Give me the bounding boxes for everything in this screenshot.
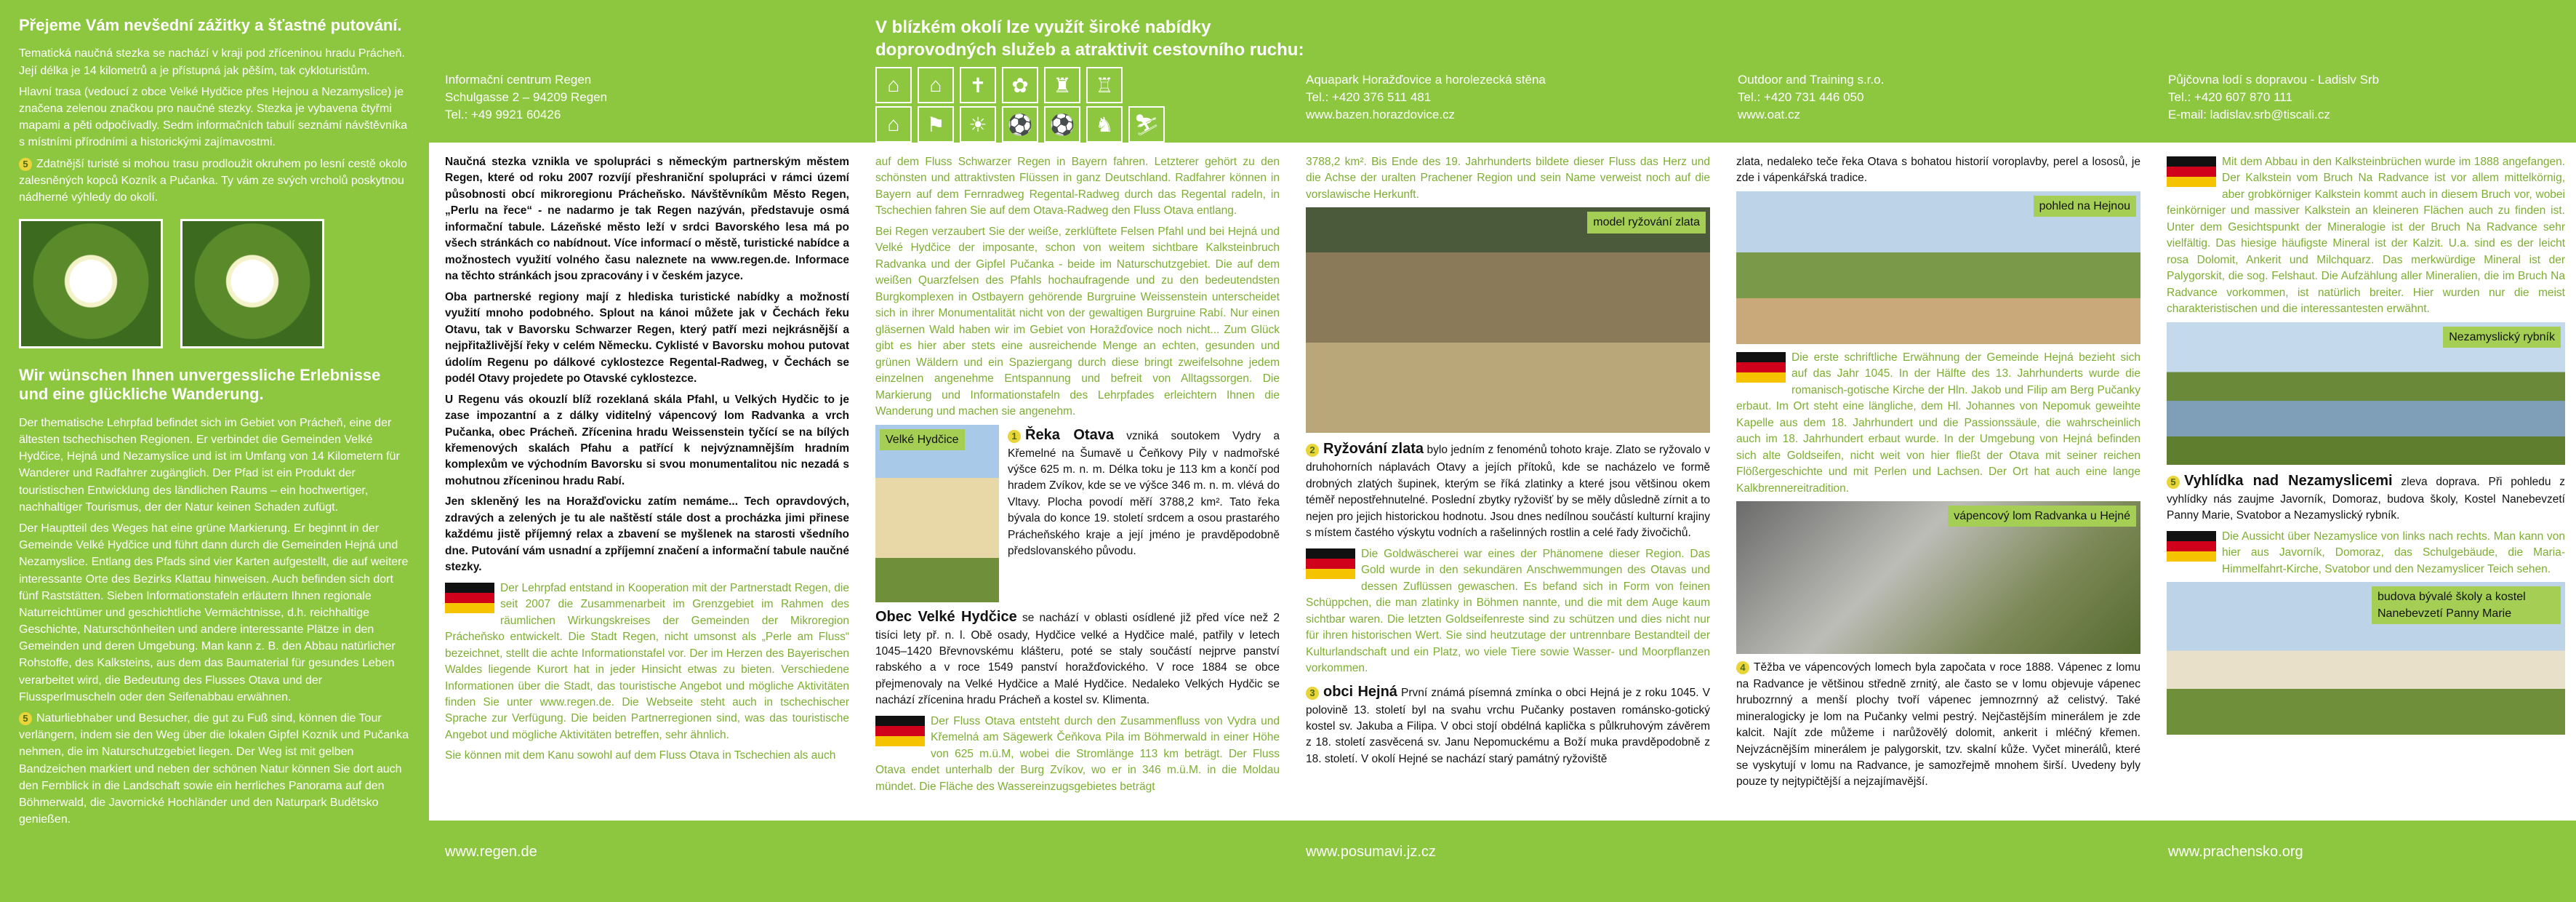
text-column-5 [2167,154,2565,813]
col5-view [2167,471,2565,524]
info-aquapark [1306,71,1546,123]
number-badge: 5 [19,712,32,725]
service-icon: ☀ [960,106,996,143]
service-icon: ⌂ [918,67,954,103]
number-badge: 5 [19,158,32,171]
german-flag-icon [2167,531,2216,562]
info-aquapark-phone: Tel.: +420 376 511 481 [1306,89,1432,104]
left-intro-panel [0,0,429,902]
intro-text-de-2: Der Hauptteil des Weges hat eine grüne Markierung. Er beginnt in der Gemeinde Velké Hydčice und führt dann durch die Gemeinden Hejná und Nezamyslice. Entlang des Pfads sind vier Karten aufgestellt, die auf weitere interessante Orte des Bezirks Klattau hinweisen. Auch befinden sich dort fünf Raststätten. Sieben Informationstafeln erläutern Ihnen regionale Naturreichtümer und geschichtliche Vermächtnisse, d.h. reichhaltige Geschichte, Naturschönheiten und andere interessante Plätze in den Gemeinden und deren Umgebung. Man kann z. B. den Abbau natürlicher Rohstoffe, des Kalksteins, aus dem das Baumaterial für gesundes Leben verarbeitet wird, die Bedeutung des Flusses Otava und der Flussperlmuscheln oder den Seifenabbau erwähnen. [19,522,409,703]
col1-cz-3-text: U Regenu vás okouzlí blíž rozeklaná skála Pfahl, u Velkých Hydčic to je zase impozantní a z dálky viditelný vápencový lom Radvanka a vrch Pučanka, obec Prácheň. Zřícenina hradu Weissenstein tyčící se na bílých křemenových skalách Pfahu a patřící k nejvýznamnějším hradním komplexům ve východním Bavorsku si svou monumentalitou nic nezadá s mohutnou zříceninou hradu Rabí. [445,393,849,487]
url-prachensko[interactable]: www.prachensko.org [2168,844,2303,860]
col1-cz-1-text: Naučná stezka vznikla ve spolupráci s německým partnerským městem Regen, které od roku 2007 rozvíjí přeshraniční spolupráci v rámci území působnosti obcí mikroregionu Prácheňsko. Návštěvníkům Město Regen, „Perlu na řece“ - ne nadarmo je tak Regen nazýván, představuje osmá informační tabule. Lázeňské město leží v srdci Bavorského lesa má po všech stránkách co nabídnout. Více informací o městě, turistické nabídce a možnostech využití volného času naleznete na www.regen.de. Informace na těchto stránkách jsou zpracovány i v českém jazyce. [445,156,849,283]
info-boats-phone: Tel.: +420 607 870 111 [2168,89,2292,104]
col1-cz-4 [445,494,849,575]
col2-otava [1008,425,1280,598]
info-outdoor-phone: Tel.: +420 731 446 050 [1738,89,1864,104]
photo-caption: pohled na Hejnou [2034,196,2136,217]
intro-text-de-1: Der thematische Lehrpfad befindet sich im Gebiet von Prácheň, eine der ältesten tschechischen Regionen. Er verbindet die Gemeinden Velké Hydčice, Hejná und Nezamyslice und ist im Umfang von 14 Kilometern für Wanderer und Radfahrer zugänglich. Der Pfad ist ein Produkt der touristischen Entwicklung des ländlichen Raums – ein hochwertiger, nachhaltiger Tourismus, der der Natur keinen Schaden zufügt. [19,416,400,514]
service-icon: ⚽ [1002,106,1038,143]
col1-de-2: Sie können mit dem Kanu sowohl auf dem Fluss Otava in Tschechien als auch [445,749,836,762]
col5-de-2 [2167,529,2565,578]
info-regen-address: Schulgasse 2 – 94209 Regen [445,89,608,104]
photo-velke-hydcice [875,425,999,602]
col5-de-1-text: Mit dem Abbau in den Kalksteinbrüchen wurde im 1888 angefangen. Der Kalkstein vom Bruch Na Radvance ist vor allem mittelkörnig, aber grobkörniger Kalkstein kommt auch in diesem Bruch vor, wobei feinkörniger und massiver Kalkstein an kleineren Flächen auch zu finden ist. Unter dem Gesichtspunkt der Mineralogie ist der Bruch Na Radvance sehr vielfältig. Das hiesige häufigste Mineral ist der Kalzit. U.a. sind es der leicht rosa Dolomit, Ankerit und Milchquarz. Das merkwürdige Mineral ist der Palygorskit, die sog. Felshaut. Die Aufzählung aller Mineralien, die im Bruch Na Radvance vorkommen, ist natürlich breiter. Hier wurden nur die meist charakteristischen und die interessantesten erwähnt. [2167,156,2565,316]
col3-gold [1306,439,1710,541]
intro-text-de-3-body: Naturliebhaber und Besucher, die gut zu Fuß sind, können die Tour verlängern, indem sie den Weg über die lokalen Gipfel Kozník und Pučanka nehmen, die im Naturschutzgebiet liegen. Der Weg ist mit gelben Bandzeichen markiert und neben der schönen Natur können Sie dort auch den Fernblick in die Landschaft sowie ein herrliches Panorama auf den Böhmerwald, die Javornické Hochländer und den Naturpark Budětsko genießen. [19,712,409,826]
photo-caption: vápencový lom Radvanka u Hejné [1948,506,2136,527]
photo-caption: model ryžování zlata [1587,212,1706,233]
col5-de-2-text: Die Aussicht über Nezamyslice von links nach rechts. Man kann von hier aus Javorník, Domoraz, das Schulgebäude, die Maria-Himmelfahrt-Kirche, Svatobor und den Nezamyslicer Teich sehen. [2222,530,2565,575]
bottom-url-band [429,821,2576,902]
col4-de-1-text: Die erste schriftliche Erwähnung der Gemeinde Hejná bezieht sich auf das Jahr 1045. In der Hälfte des 13. Jahrhunderts wurde die romanisch-gotische Kirche der Hln. Jakob und Filip am Berg Pučanky erbaut. Im Ort steht eine längliche, dem Hl. Johannes von Nepomuk geweihte Kapelle aus dem 18. Jahrhundert und die Passionssäule, die wahrscheinlich auch im 18. Jahrhundert erbaut wurde. In der Umgebung von Hejná befinden sich alte Goldseifen, nicht weit von hier fließt der Otava mit seiner reichen Flößergeschichte und mit Perlen und Lachsen. Der Ort hat auch eine lange Kalkbrennereitradition. [1736,351,2140,495]
number-badge: 3 [1306,687,1319,700]
service-icon: ⛷ [1128,106,1165,143]
intro-text-cz-3-body: Zdatnější turisté si mohou trasu prodloužit okruhem po lesní cestě okolo zalesněných kopců Kozník a Pučanka. Ty vám ze svých vrcholů poskytnou nádherné výhledy do okolí. [19,157,407,204]
gold-heading: Ryžování zlata [1323,441,1424,458]
german-flag-icon [1306,548,1355,579]
info-regen-title: Informační centrum Regen [445,73,592,87]
photo-nezamyslice-pond [2167,322,2565,465]
info-boats [2168,71,2379,123]
intro-heading-cz: Přejeme Vám nevšední zážitky a šťastné putování. [19,16,402,34]
gold-text: bylo jedním z fenoménů tohoto kraje. Zlato se ryžovalo v druhohorních náplavách Otavy a jejích přítoků, kde se nacházelo ve formě drobných zlatých šupinek, kterým se říká zlatinky a které jsou většinou okem téměř nepostřehnutelné. Poslední zbytky ryžovišť by se měly důsledně zírnit a to nejen pro jejich historickou hodnotu. Jsou dnes nedílnou součástí kulturní krajiny s místem častého výskytu vodních a rašelinných rostlin a celé řady živočichů. [1306,444,1710,540]
intro-text-cz-1: Tematická naučná stezka se nachází v kraji pod zříceninou hradu Prácheň. Její délka je 14 kilometrů a je přístupná jak pěším, tak cykloturistům. [19,47,405,77]
col2-de-1: auf dem Fluss Schwarzer Regen in Bayern fahren. Letzterer gehört zu den schönsten und attraktivsten Flüssen in ganz Deutschland. Radfahrer können in Bayern auf dem Fernradweg Regental-Radweg durch das Regental radeln, in Tschechien fahren Sie auf dem Otava-Radweg den Fluss Otava entlang. [875,156,1280,217]
col1-cz-4-text: Jen skleněný les na Horažďovicku zatím nemáme... Tech opravdových, zdravých a zelených je tu ale naštěstí stále dost a procházka jimi přinese každému jistě příjemný relax a zbavení se myšlenek na starosti všedního dne. Putování vám usnadní a zpříjemní značení a informační tabule naučné stezky. [445,495,849,574]
info-outdoor [1738,71,1884,123]
services-title-line2: doprovodných služeb a atraktivit cestovního ruchu: [875,40,1304,60]
photo-school-church [2167,582,2565,735]
photo-caption: budova bývalé školy a kostel Nanebevzetí Panny Marie [2372,586,2561,624]
photo-gold-panning-model [1306,207,1710,433]
col2-de-3 [875,714,1280,795]
col3-hejna [1306,682,1710,768]
quarry-text: Těžba ve vápencových lomech byla započata v roce 1888. Vápenec z lomu na Radvance je většinou středně zrnitý, ale často se v lomu objevuje vápenec hrubozrnný a menší plochy tvoří vápenec jemnozrnný až celistvý. Také mineralogicky je lom na Pučanky velmi pestrý. Nejčastějším minerálem je zde kalcit. Najít zde můžeme i narůžovělý dolomit, ankerit i mléčný křemen. Nejvzácnějším minerálem je palygorskit, tzv. skalní kůže. Vyčet minerálů, které se vyskytují v lomu na Radvance, je samozřejmě mnohem širší. Uvedeny byly pouze ty nejtypičtější a nejzajímavější. [1736,661,2140,789]
col2-de-3-text: Der Fluss Otava entsteht durch den Zusammenfluss von Vydra und Křemelná am Sägewerk Čeňkova Pila im Böhmerwald in einer Höhe von 625 m.ü.M, wobei die Stromlänge 113 km beträgt. Der Fluss Otava endet unterhalb der Burg Zvíkov, wo er in 346 m.ü.M. in die Moldau mündet. Die Fläche des Wassereinzugsgebietes beträgt [875,714,1280,793]
photo-caption: Velké Hydčice [880,429,965,450]
info-outdoor-title: Outdoor and Training s.r.o. [1738,73,1885,87]
url-posumavi[interactable]: www.posumavi.jz.cz [1306,844,1436,860]
info-aquapark-web[interactable]: www.bazen.horazdovice.cz [1306,107,1456,121]
obec-text: se nachází v oblasti osídlené již před více než 2 tisíci lety př. n. l. Obě osady, Hydčice velké a Hydčice malé, patřily v letech 1045–1420 Břevnovskému klášteru, poté se staly součástí nejprve panství rabského a v roce 1549 panství horažďovického. V roce 1884 se obce přejmenovaly na Velké Hydčice a Malé Hydčice. Nedaleko Velkých Hydčic se nachází zřícenina hradu Prácheň a kostel sv. Klimenta. [875,611,1280,707]
col2-de-2: Bei Regen verzaubert Sie der weiße, zerklüftete Felsen Pfahl und bei Hejná und Velké Hydčice der imposante, schon von weitem sichtbare Kalksteinbruch Radvanka und der Gipfel Pučanka - beide im Naturschutzgebiet. Die auf dem weißen Quarzfelsen des Pfahls hochaufragende und zu den bedeutendsten Burgkomplexen in Ostbayern gehörende Burgruine Weissenstein unterscheidet sich in ihrer Monumentalität nicht von der gewaltigen Burgruine Rabí. Nur einen gläsernen Wald haben wir im Gebiet von Horažďovice noch nicht... Zum Glück gibt es hier aber stets eine ausreichende Menge an echten, gesunden und grünen Wäldern und ein Spaziergang durch diese bringt zweifelsohne jedem einzelnen angenehme Entspannung und befreit von Alltagssorgen. Die Markierung und Informationstafeln des Lehrpfades erleichtern Ihnen die Wanderung und machen sie angenehm. [875,225,1280,418]
services-title-line1: V blízkém okolí lze využít široké nabídky [875,17,1211,37]
number-badge: 5 [2167,476,2180,489]
col3-de-1: 3788,2 km². Bis Ende des 19. Jahrhunderts bildete dieser Fluss das Herz und die Achse der uralten Prachener Region und sein Name verweist noch auf die vorslawische Herkunft. [1306,156,1710,201]
photo-caption: Nezamyslický rybník [2443,327,2561,348]
photo-quarry [1736,501,2140,654]
text-column-1 [445,154,849,813]
german-flag-icon [1736,352,1786,383]
otava-heading: Řeka Otava [1025,426,1114,443]
number-badge: 2 [1306,444,1319,457]
service-icon: ⚽ [1044,106,1080,143]
otava-text: vzniká soutokem Vydry a Křemelné na Šumavě u Čeňkovy Pily v nadmořské výšce 625 m. n. m. Délka toku je 113 km a končí pod hradem Zvíkov, kde se ve výšce 346 m. n. m. vlévá do Vltavy. Plocha povodí měří 3788,2 km². Tato řeka bývala do konce 19. století srdcem a osou prastarého Prácheňského kraje a její jméno je pravděpodobně předslovanského původu. [1008,429,1280,558]
photo-hejna-view [1736,191,2140,344]
obec-heading: Obec Velké Hydčice [875,608,1017,625]
service-icon: ⌂ [875,67,912,103]
intro-text-cz-2: Hlavní trasa (vedoucí z obce Velké Hydčice přes Hejnou a Nezamyslice) je značena zelenou značkou pro naučné stezky. Stezka je vybavena čtyřmi mapami a pěti odpočívadly. Sedm informačních tabulí seznámí návštěvníka s místními přírodními a historickými zajímavostmi. [19,85,408,149]
col4-de-1 [1736,350,2140,497]
hejna-heading: obci Hejná [1323,683,1397,700]
info-outdoor-web[interactable]: www.oat.cz [1738,107,1800,121]
german-flag-icon [2167,156,2216,187]
col2-obec [875,607,1280,709]
service-icon: ⌂ [875,106,912,143]
service-icon: ♞ [1086,106,1123,143]
services-title [875,16,1312,61]
service-icon: ✿ [1002,67,1038,103]
service-icon: ✝ [960,67,996,103]
german-flag-icon [445,583,494,613]
info-regen-phone: Tel.: +49 9921 60426 [445,107,561,121]
col5-de-1 [2167,154,2565,318]
flower-photos [19,219,410,348]
services-icon-row-2 [875,106,1165,143]
services-icon-row-1 [875,67,1123,103]
number-badge: 1 [1008,430,1021,443]
service-icon: ♜ [1044,67,1080,103]
intro-text-cz-3 [19,156,410,207]
info-boats-title: Půjčovna lodí s dopravou - Ladislv Srb [2168,73,2380,87]
service-icon: ♖ [1086,67,1123,103]
col4-quarry [1736,660,2140,791]
text-column-4 [1736,154,2140,813]
col1-cz-2-text: Oba partnerské regiony mají z hlediska turistické nabídky a možností využití mnoho podobného. Splout na kánoi můžete jak v Čechách řeku Otavu, tak v Bavorsku Schwarzer Regen, který patří mezi nejkrásnější a nejpřitažlivější řeky v celém Německu. Cyklisté v Bavorsku mohou putovat údolím Regenu po dálkové cyklostezce Regental-Radweg, v Čechách se podél Otavy projedete po Otavské cyklostezce. [445,290,849,386]
col1-cz-1 [445,154,849,285]
text-column-2 [875,154,1280,813]
info-boats-email[interactable]: E-mail: ladislav.srb@tiscali.cz [2168,107,2330,121]
col1-cz-3 [445,392,849,490]
col3-de-2-text: Die Goldwäscherei war eines der Phänomene dieser Region. Das Gold wurde in den sekundären Anschwemmungen des Otavas und dessen Zuflüssen gewaschen. Es befand sich in Form von feinen Schüppchen, die man zlatinky in Böhmen nannte, und die mit dem Auge kaum sichtbar waren. Die letzten Goldseifenreste sind zu schützen und dies nicht nur für ihren historischen Wert. Sie sind heutzutage der untrennbare Bestandteil der Kulturlandschaft und ein Platz, wo viele Tiere sowie Wasser- und Moorpflanzen vorkommen. [1306,547,1710,675]
top-contact-band [429,0,2576,143]
col1-de-1-text: Der Lehrpfad entstand in Kooperation mit der Partnerstadt Regen, die seit 2007 die Zusammenarbeit im Grenzgebiet im Rahmen des räumlichen Wirkungskreises der Gemeinden der Mikroregion Prácheňsko entwickelt. Die Stadt Regen, nicht umsonst als „Perle am Fluss“ bezeichnet, stellt die achte Informationstafel vor. Der im Herzen des Bayerischen Waldes liegende Kurort hat in jeder Hinsicht etwas zu bieten. Verschiedene Informationen über die Stadt, das touristische Angebot und mögliche Aktivitäten finden Sie unter www.regen.de. Die Webseite steht auch in tschechischer Sprache zur Verfügung. Die beiden Partnerregionen sind, was das touristische Angebot und mögliche Aktivitäten betreffen, sehr ähnlich. [445,581,849,741]
text-column-3 [1306,154,1710,813]
info-regen [445,71,607,123]
flower-photo-1 [19,219,163,348]
view-text: zleva doprava. Při pohledu z vyhlídky nás zaujme Javorník, Domoraz, budova školy, Kostel Nanebevzetí Panny Marie, Svatobor a Nezamyslický rybník. [2167,475,2565,522]
info-aquapark-title: Aquapark Horažďovice a horolezecká stěna [1306,73,1546,87]
intro-text-de-3 [19,710,410,828]
col3-de-2 [1306,546,1710,677]
col1-de-1 [445,580,849,744]
german-flag-icon [875,716,925,746]
number-badge: 4 [1736,661,1749,674]
service-icon: ⚑ [918,106,954,143]
col1-cz-2 [445,290,849,388]
url-regen[interactable]: www.regen.de [445,844,537,860]
col4-cz-1: zlata, nedaleko teče řeka Otava s bohatou historií voroplavby, perel a lososů, je zde i vápenkářská tradice. [1736,156,2140,185]
view-heading: Vyhlídka nad Nezamyslicemi [2184,472,2393,489]
hejna-text: První známá písemná zmínka o obci Hejná je z roku 1045. V polovině 13. století byl na svahu vrchu Pučanky postaven románsko-gotický kostel sv. Jakuba a Filipa. V obci stojí obdélná kaplička s půlkruhovým závěrem z 18. století zasvěcená sv. Janu Nepomuckému a Boží muka pravděpodobně z 18. století. V okolí Hejné se nachází starý památný ryžoviště [1306,686,1710,765]
intro-heading-de: Wir wünschen Ihnen unvergessliche Erlebnisse und eine glückliche Wanderung. [19,366,381,404]
flower-photo-2 [180,219,324,348]
